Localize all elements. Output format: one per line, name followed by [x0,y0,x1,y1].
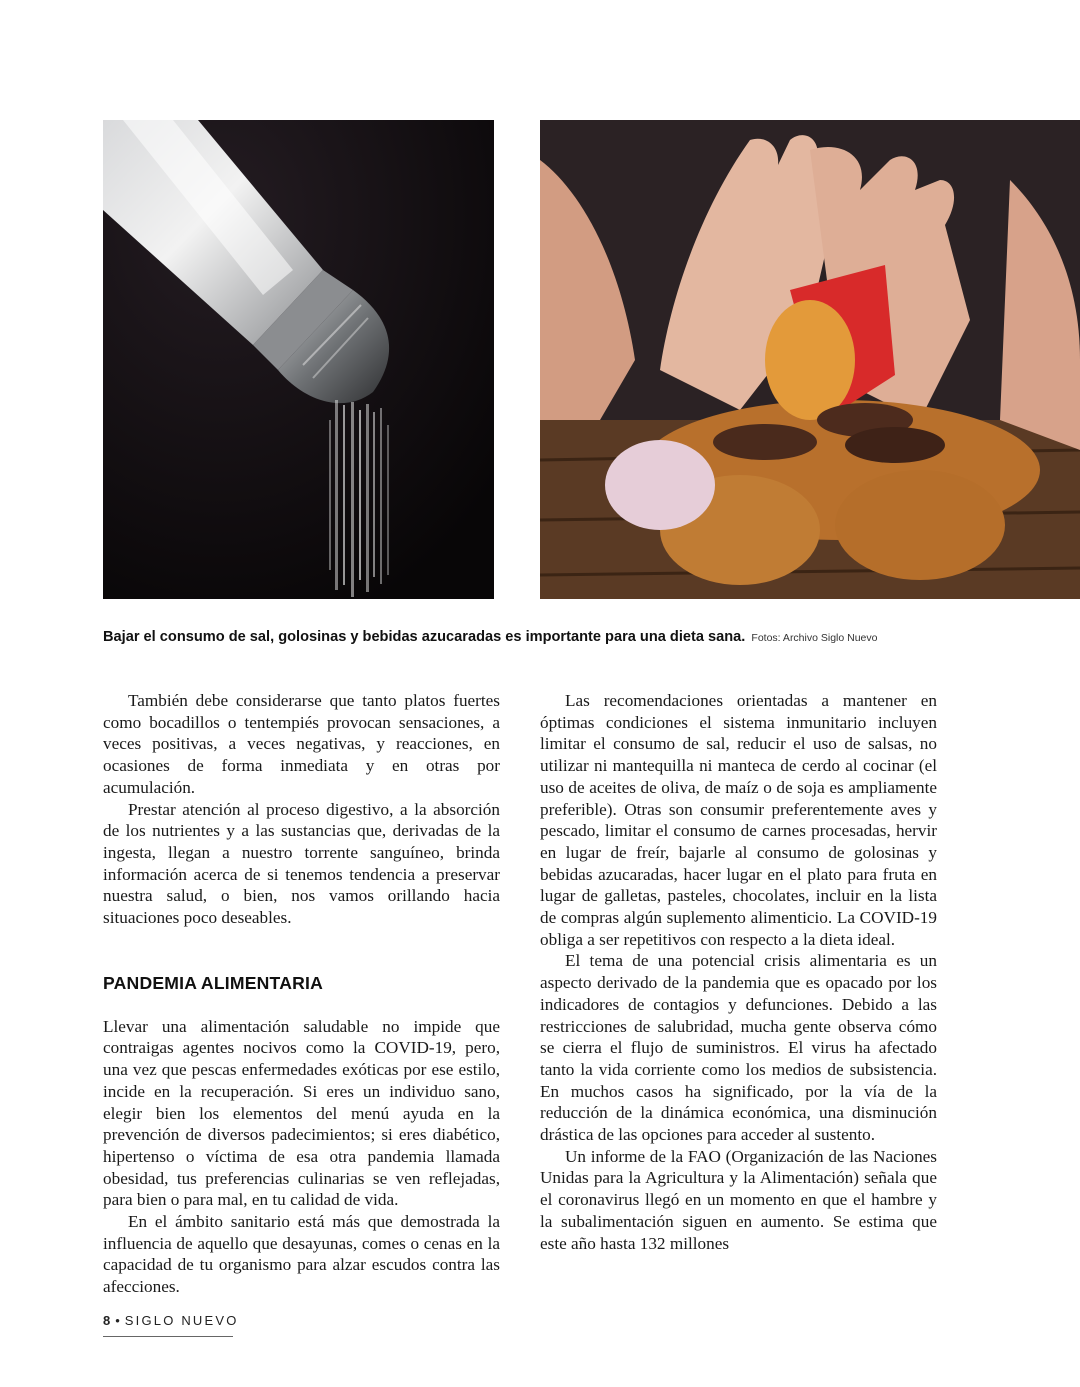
footer-rule [103,1336,233,1337]
page-number: 8 [103,1313,111,1328]
publication-name: SIGLO NUEVO [124,1313,239,1328]
photo-caption [103,627,1063,648]
caption-main: Bajar el consumo de sal, golosinas y bebidas azucaradas es importante para una dieta sana. [103,629,746,645]
paragraph: Las recomendaciones orientadas a mantener en óptimas condiciones el sistema inmunitario incluyen limitar el consumo de sal, reducir el uso de salsas, no utilizar ni mantequilla ni manteca de cerdo al cocinar (el uso de aceites de oliva, de maíz o de soja es ampliamente preferible). Otras son consumir preferentemente aves y pescado, limitar el consumo de carnes procesadas, hervir en lugar de freír, bajarle al consumo de golosinas y bebidas azucaradas, hacer lugar en el plato para fruta en lugar de galletas, pasteles, chocolates, incluir en la lista de compras algún suplemento alimenticio. La COVID-19 obliga a ser repetitivos con respecto a la dieta ideal. [540,691,937,949]
pastries-rejection-photo [540,120,1080,599]
paragraph: También debe considerarse que tanto platos fuertes como bocadillos o tentempiés provocan sensaciones, a veces positivas, a veces negativas, y reacciones, en ocasiones de forma inmediata y en otras por acumulación. [103,691,500,797]
salt-shaker-photo [103,120,494,599]
paragraph: Un informe de la FAO (Organización de las Naciones Unidas para la Agricultura y la Alimentación) señala que el coronavirus llegó en un momento en que el hambre y la subalimentación siguen en aumento. Se estima que este año hasta 132 millones [540,1146,937,1253]
left-column [103,690,500,1298]
paragraph: El tema de una potencial crisis alimentaria es un aspecto derivado de la pandemia que es opacado por los indicadores de contagios y defunciones. Debido a las restricciones de salubridad, mucha gente observa cómo se cierra el flujo de suministros. El virus ha afectado tanto la vida corriente como los medios de subsistencia. En muchos casos ha significado, por la vía de la reducción de la dinámica económica, una disminución drástica de las opciones para acceder al sustento. [540,951,937,1145]
page-footer [103,1313,239,1328]
photo-credit: Fotos: Archivo Siglo Nuevo [751,632,878,644]
right-column [540,690,937,1254]
footer-separator: • [115,1313,120,1328]
paragraph: Prestar atención al proceso digestivo, a la absorción de los nutrientes y a las sustancias que, derivadas de la ingesta, llegan a nuestro torrente sanguíneo, brinda información acerca de si tenemos tendencia a preservar nuestra salud, o bien, nos vamos orillando hacia situaciones poco deseables. [103,799,500,928]
paragraph: Llevar una alimentación saludable no impide que contraigas agentes nocivos como la COVID-19, pero, una vez que pescas enfermedades exóticas por ese estilo, incide en la recuperación. Si eres un individuo sano, elegir bien los elementos del menú ayuda en la prevención de diversos padecimientos; si eres diabético, hipertenso o víctima de esa otra pandemia llamada obesidad, tus preferencias culinarias se ven reflejadas, para bien o para mal, en tu calidad de vida. [103,1016,500,1210]
section-heading: PANDEMIA ALIMENTARIA [103,972,323,993]
paragraph: En el ámbito sanitario está más que demostrada la influencia de aquello que desayunas, comes o cenas en la capacidad de tu organismo para alzar escudos contra las afecciones. [103,1212,500,1297]
